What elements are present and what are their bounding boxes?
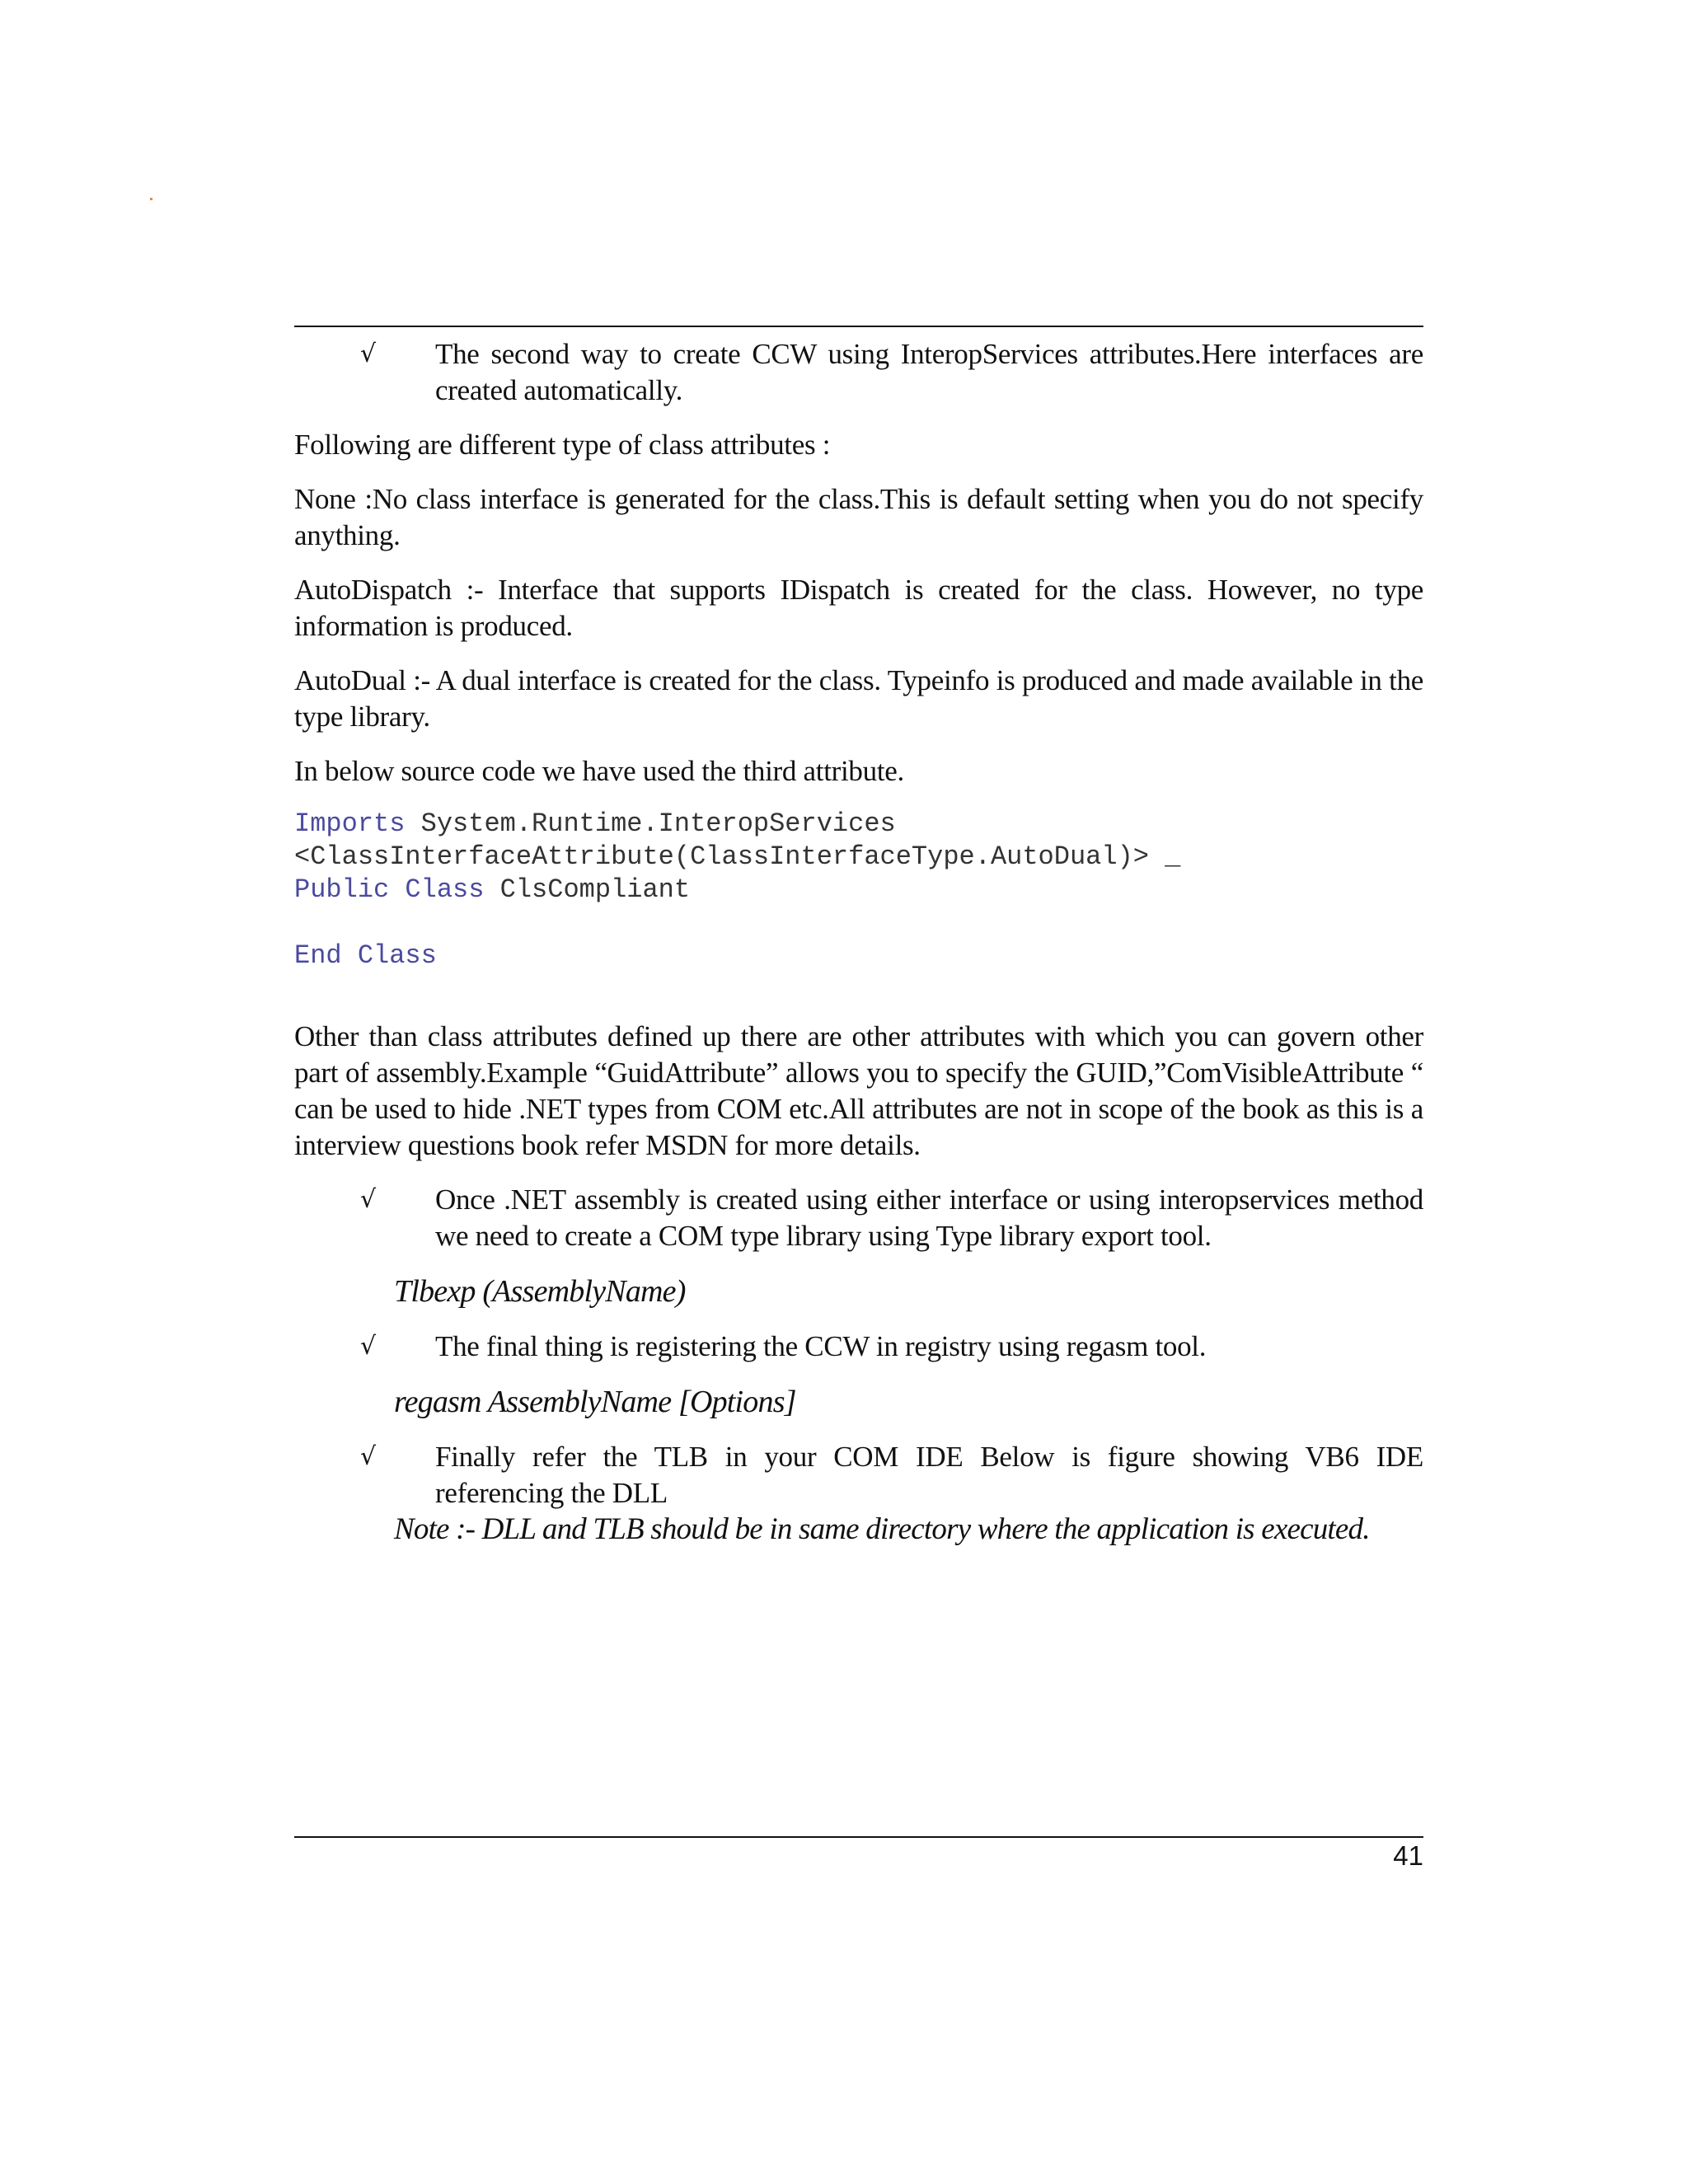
paragraph-other-attributes: Other than class attributes defined up there are other attributes with which you can govern other part of assembly.Example “GuidAttribute” allows you to specify the GUID,”ComVisibleAttribute “ can be used to hide .NET types from COM etc.All attributes are not in scope of the book as this is a interview questions book refer MSDN for more details. (294, 1020, 1423, 1161)
header-rule (294, 326, 1423, 327)
check-icon: √ (360, 340, 376, 368)
check-icon: √ (360, 1442, 376, 1471)
bullet-text: Finally refer the TLB in your COM IDE Below is figure showing VB6 IDE referencing the DLL (435, 1441, 1423, 1509)
code-keyword: Imports (294, 808, 406, 839)
paragraph-class-attributes-intro: Following are different type of class attributes : (294, 429, 831, 461)
page-number: 41 (1393, 1840, 1423, 1871)
check-icon: √ (360, 1332, 376, 1361)
command-tlbexp: Tlbexp (AssemblyName) (394, 1274, 686, 1309)
bullet-text: The second way to create CCW using InteropServices attributes.Here interfaces are created automatically. (435, 338, 1423, 406)
paragraph-source-intro: In below source code we have used the third attribute. (294, 755, 904, 787)
code-text: ClsCompliant (484, 874, 691, 905)
command-regasm: regasm AssemblyName [Options] (394, 1385, 796, 1419)
code-keyword: Public Class (294, 874, 485, 905)
bullet-text: The final thing is registering the CCW in registry using regasm tool. (435, 1330, 1207, 1362)
bullet-item-ccw-attributes (294, 336, 1423, 409)
note-text: Note :- DLL and TLB should be in same directory where the application is executed. (394, 1512, 1370, 1546)
code-text: <ClassInterfaceAttribute(ClassInterfaceType.AutoDual)> _ (294, 841, 1181, 872)
code-text: System.Runtime.InteropServices (405, 808, 896, 839)
page-content (294, 336, 1423, 1548)
bullet-item-type-library (294, 1182, 1423, 1254)
bullet-item-regasm (294, 1329, 1423, 1365)
paragraph-none: None :No class interface is generated for the class.This is default setting when you do not specify anything. (294, 483, 1423, 551)
spacer (294, 986, 1423, 1019)
check-icon: √ (360, 1185, 376, 1214)
code-keyword: End Class (294, 940, 437, 971)
paragraph-autodispatch: AutoDispatch :- Interface that supports IDispatch is created for the class. However, no type information is produced. (294, 574, 1423, 642)
stray-mark (150, 198, 152, 200)
paragraph-autodual: AutoDual :- A dual interface is created for the class. Typeinfo is produced and made available in the type library. (294, 664, 1423, 733)
footer-rule (294, 1836, 1423, 1838)
code-block (294, 808, 1423, 972)
bullet-text: Once .NET assembly is created using either interface or using interopservices method we need to create a COM type library using Type library export tool. (435, 1183, 1423, 1252)
bullet-item-refer-tlb (294, 1439, 1423, 1511)
